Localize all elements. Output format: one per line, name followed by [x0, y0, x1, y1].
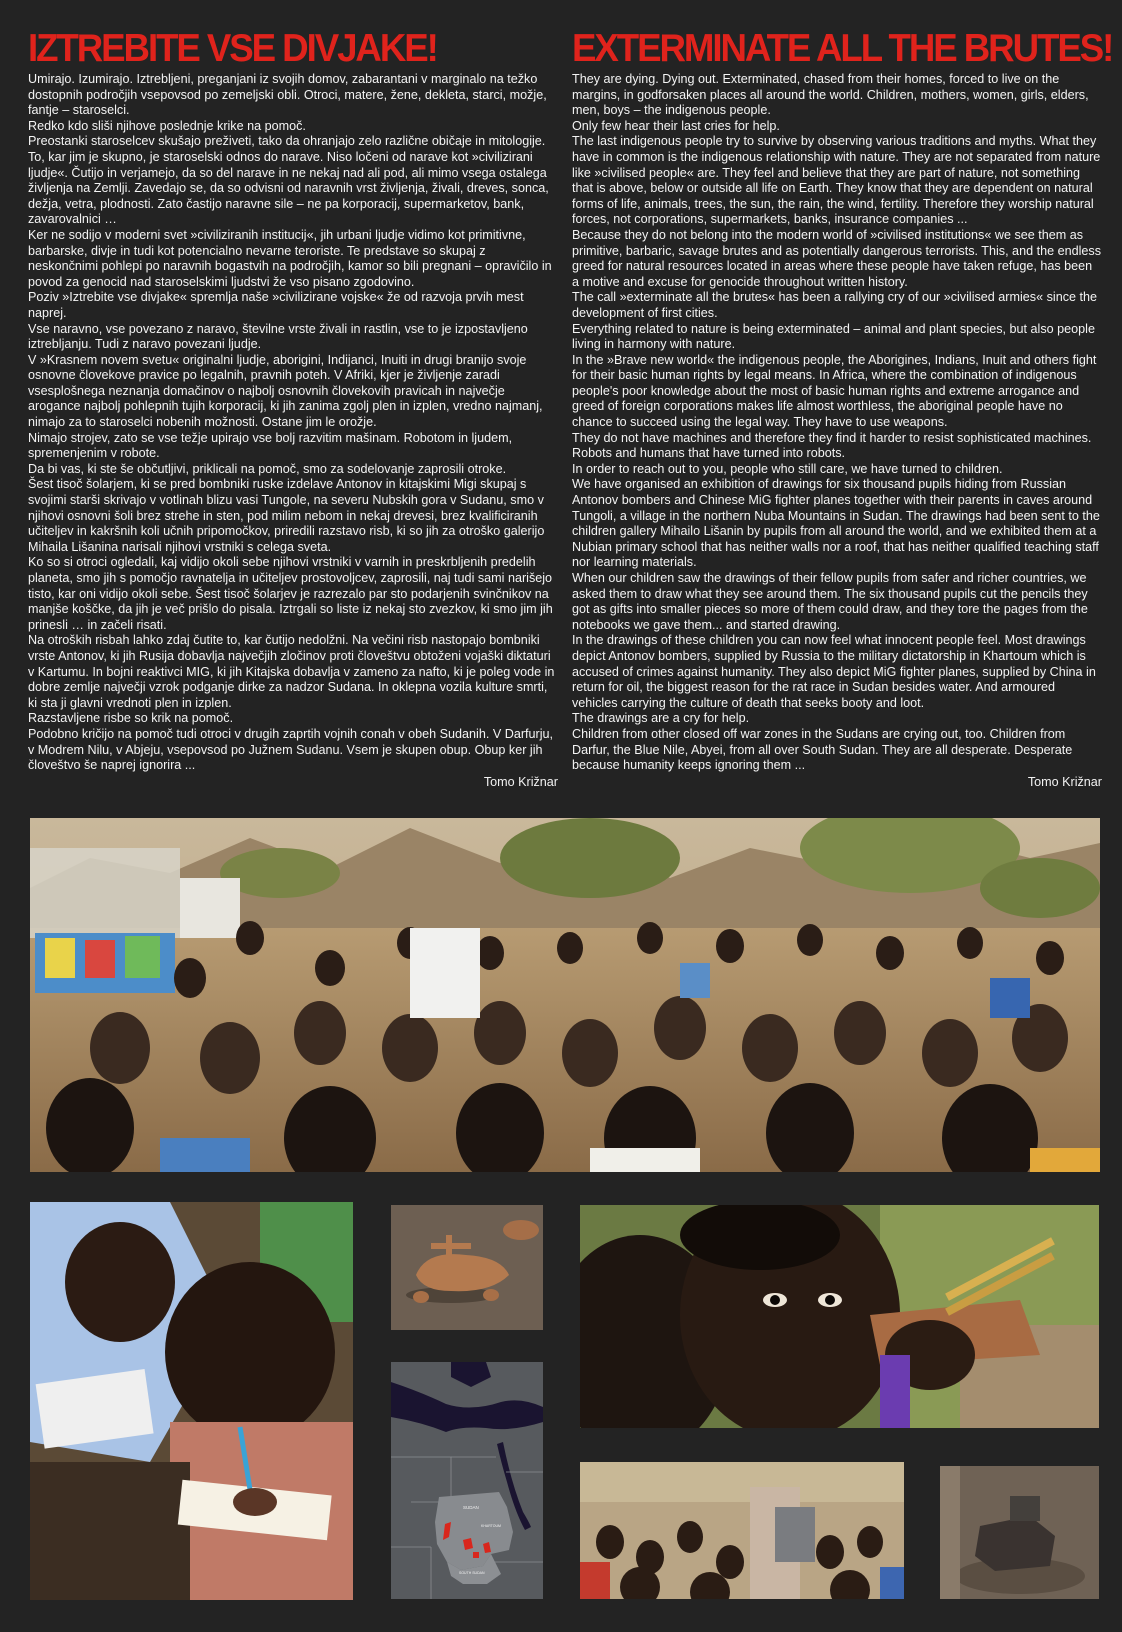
paragraph: Ker ne sodijo v moderni svet »civiliziranih institucij«, jih urbani ljudje vidimo kot primitivne, barbarske, divje in tudi kot potencialno nevarne teroriste. Te predstave so skupaj z neskončnimi pohlepi po naravnih bogastvih na področjih, kamor so bili pregnani – opravičilo in povod za genocid nad staroselskimi ljudstvi že vso pisano zgodovino. [28, 227, 552, 289]
paragraph: The last indigenous people try to survive by observing various traditions and myths. What they have in common is the indigenous relationship with nature. They are not separated from nature like »civilised people« are. They feel and believe that they are part of nature, not something that is above, below or outside all life on Earth. They know that they are dependent on natural forms of life, animals, trees, the sun, the rain, the wind, fertility. Therefore they worship natural forces, not corporations, supermarkets, banks, insurance companies ... [572, 134, 1101, 227]
paragraph: Ko so si otroci ogledali, kaj vidijo okoli sebe njihovi vrstniki v varnih in preskrbljenih predelih planeta, smo jih s pomočjo ravnatelja in učiteljev prostovoljcev, zaprosili, naj tudi sami narišejo tisto, kar oni vidijo okoli sebe. Šest tisoč šolarjev je razrezalo par sto podarjenih svinčnikov na manjše koščke, da jih je več prišlo do pisala. Iztrgali so liste iz nekaj sto zvezkov, ki smo jim jih prinesli … in začeli risati. [28, 555, 553, 632]
body-english [572, 72, 1102, 774]
paragraph: The call »exterminate all the brutes« has been a rallying cry of our »civilised armies« since the development of first cities. [572, 290, 1098, 320]
paragraph: Da bi vas, ki ste še občutljivi, priklicali na pomoč, smo za sodelovanje zaprosili otroke. [28, 461, 507, 476]
sudan-map [391, 1362, 543, 1599]
article-english [572, 27, 1113, 790]
paragraph: When our children saw the drawings of their fellow pupils from safer and richer countries, we asked them to draw what they see around them. The six thousand pupils cut the pencils they got as gifts into smaller pieces so more of them could draw, and they tore the pages from the notebooks we gave them... and started drawing. [572, 571, 1088, 632]
paragraph: Podobno kričijo na pomoč tudi otroci v drugih zaprtih vojnih conah v obeh Sudanih. V Darfurju, v Modrem Nilu, v Abjeju, vsepovsod po Južnem Sudanu. Vsem je skupen obup. Obup ker jih človeštvo še naprej ignorira ... [28, 726, 554, 773]
boy-with-clay-tank-photo [580, 1205, 1099, 1428]
paragraph: Preostanki staroselcev skušajo preživeti, tako da ohranjajo zelo različne običaje in mitologije. To, kar jim je skupno, je staroselski odnos do narave. Niso ločeni od narave kot »civilizirani ljudje«. Čutijo in verjamejo, da so del narave in ne nekaj nad ali pod, ali mimo vsega ostalega življenja na Zemlji. Zavedajo se, da so odvisni od naravnih vrst življenja, živali, dreves, sonca, dežja, vetra, plodnosti. Zato častijo naravne sile – ne pa korporacij, supermarketov, bank, zavarovalnici … [28, 134, 549, 227]
children-drawing-photo [30, 1202, 353, 1600]
paragraph: We have organised an exhibition of drawings for six thousand pupils hiding from Russian Antonov bombers and Chinese MiG fighter planes together with their parents in caves around Tungoli, a village in the northern Nuba Mountains in Sudan. The drawings had been sent to the children gallery Mihailo Lišanin by pupils from all around the world, and we exhibited them at a Nubian primary school that has neither walls nor a roof, that has neither qualified teaching staff nor learning materials. [572, 477, 1100, 570]
paragraph: The drawings are a cry for help. [572, 711, 750, 726]
paragraph: Na otroških risbah lahko zdaj čutite to, kar čutijo nedolžni. Na večini risb nastopajo bombniki vrste Antonov, ki jih Rusija dobavlja največjih zločinov proti človeštvu obtoženi vojaški diktaturi v Kartumu. In bojni reaktivci MIG, ki jih Kitajska dobavlja v zameno za nafto, ki je poleg vode in dobre zemlje največji vzrok podganje dirke za nadzor Sudana. In oklepna vozila kulture smrti, ki sta ji glavni vrednoti plen in izplen. [28, 633, 555, 710]
map-label-khartoum: KHARTOUM [481, 1524, 501, 1528]
body-slovenian [28, 72, 558, 774]
paragraph: Umirajo. Izumirajo. Iztrebljeni, preganjani iz svojih domov, zabarantani v marginalo na težko dostopnih področjih vsepovsod po zemeljski obli. Otroci, matere, žene, dekleta, starci, možje, fantje – staroselci. [28, 72, 547, 118]
paragraph: In the »Brave new world« the indigenous people, the Aborigines, Indians, Inuit and others fight for their basic human rights by legal means. In Africa, where the combination of indigenous people's poor knowledge about the most of basic human rights and extreme arrogance and greed of foreign corporations makes life almost worthless, the aboriginal people have no chance to succeed using the legal way. They have to use weapons. [572, 352, 1097, 430]
clay-toy-photo [391, 1205, 543, 1330]
paragraph: In the drawings of these children you can now feel what innocent people feel. Most drawings depict Antonov bombers, supplied by Russia to the military dictatorship in Khartoum which is accused of crimes against humanity. They also depict MiG fighter planes, supplied by China in return for oil, the biggest reason for the rat race in Sudan besides water. And armoured vehicles carrying the culture of death that seeks booty and loot. [572, 633, 1096, 710]
paragraph: They do not have machines and therefore they find it harder to resist sophisticated machines. Robots and humans that have turned into robots. [572, 430, 1092, 461]
map-label-south-sudan: SOUTH SUDAN [459, 1571, 485, 1575]
author-signature: Tomo Križnar [1027, 774, 1102, 789]
paragraph: Šest tisoč šolarjem, ki se pred bombniki ruske izdelave Antonov in kitajskimi Migi skupaj s svojimi starši skrivajo v votlinah blizu vasi Tungole, na severu Nubskih gora v Sudanu, smo v njihovi osnovni šoli brez strehe in sten, pod milim nebom in nekaj drevesi, brez kvalificiranih učiteljev in kakršnih koli učnih pripomočkov, priredili razstavo risb, ki so jih za otroško galerijo Mihaila Lišanina narisali njihovi vrstniki s celega sveta. [28, 477, 545, 554]
paragraph: They are dying. Dying out. Exterminated, chased from their homes, forced to live on the margins, in godforsaken places all around the world. Children, mothers, women, girls, elders, men, boys – the indigenous people. [572, 72, 1089, 118]
crowd-photo [30, 818, 1100, 1172]
paragraph: Poziv »Iztrebite vse divjake« spremlja naše »civilizirane vojske« že od razvoja prvih mest naprej. [28, 290, 524, 320]
article-slovenian [28, 28, 558, 790]
author-signature: Tomo Križnar [483, 774, 558, 789]
paragraph: Razstavljene risbe so krik na pomoč. [28, 711, 234, 726]
paragraph: Vse naravno, vse povezano z naravo, številne vrste živali in rastlin, vse to je izpostavljeno iztrebljanju. Tudi z naravo povezani ljudje. [28, 321, 528, 352]
traveller-crowd-photo [580, 1462, 904, 1599]
paragraph: In order to reach out to you, people who still care, we have turned to children. [572, 461, 1003, 476]
paragraph: Only few hear their last cries for help. [572, 118, 780, 133]
paragraph: Children from other closed off war zones in the Sudans are crying out, too. Children from Darfur, the Blue Nile, Abyei, from all over South Sudan. They are all desperate. Desperate because humanity keeps ignoring them ... [572, 726, 1073, 773]
clay-sculpture-photo [940, 1466, 1099, 1599]
paragraph: V »Krasnem novem svetu« originalni ljudje, aborigini, Indijanci, Inuiti in drugi branijo svoje osnovne človekove pravice po legalnih, pravnih poteh. V Afriki, kjer je življenje zaradi vsesplošnega neznanja domačinov o najbolj osnovnih človekovih pravicah in največje arogance najbolj pohlepnih tujih korporacij, ki jih zanima zgolj plen in izplen, vredno najmanj, nimajo za to staroselci nobenih možnosti. Ostane jim le orožje. [28, 352, 543, 430]
headline-english: EXTERMINATE ALL THE BRUTES! [572, 27, 1113, 70]
paragraph: Nimajo strojev, zato se vse težje upirajo vse bolj razvitim mašinam. Robotom in ljudem, spremenjenim v robote. [28, 430, 513, 461]
paragraph: Because they do not belong into the modern world of »civilised institutions« we see them as primitive, barbaric, savage brutes and as potentially dangerous terrorists. This, and the endless greed for natural resources located in areas where these people have taken refuge, has been a motive and excuse for genocide throughout written history. [572, 227, 1101, 289]
paragraph: Redko kdo sliši njihove poslednje krike na pomoč. [28, 118, 306, 133]
paragraph: Everything related to nature is being exterminated – animal and plant species, but also people living in harmony with nature. [572, 321, 1095, 352]
headline-slovenian: IZTREBITE VSE DIVJAKE! [28, 27, 437, 70]
map-label-sudan: SUDAN [463, 1505, 479, 1510]
